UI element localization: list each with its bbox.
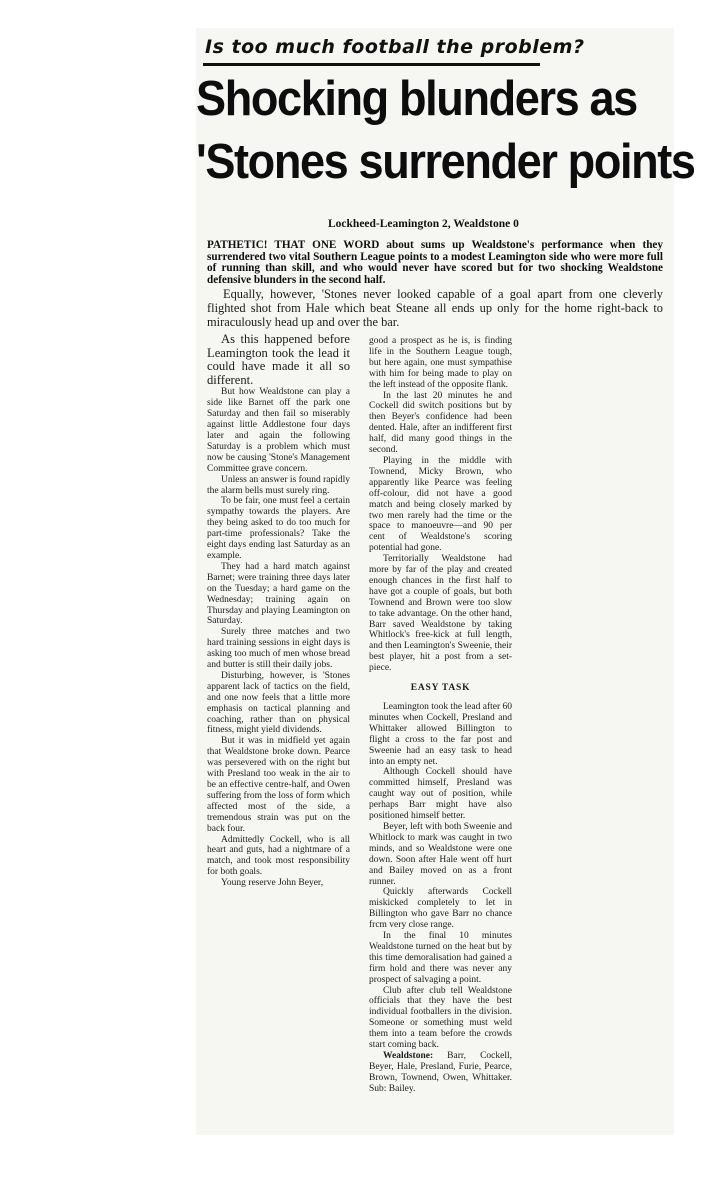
paragraph: In the final 10 minutes Wealdstone turned on the heat but by this time demoralisation had gained a firm hold and there was never any prospect of salvaging a point. xyxy=(369,931,512,985)
paragraph: But how Wealdstone can play a side like Barnet off the park one Saturday and then fail so miserably against little Addlestone four days later and again the following Saturday is a problem which must now be causing 'Stone's Management Committee grave concern. xyxy=(207,387,350,474)
paragraph: Beyer, left with both Sweenie and Whitlock to mark was caught in two minds, and so Wealdstone were one down. Soon after Hale went off hurt and Bailey moved on as a front runner. xyxy=(369,821,512,887)
paragraph: good a prospect as he is, is finding life in the Southern League tough, but here again, one must sympathise with him for being made to play on the left instead of the opposite flank. xyxy=(369,336,512,390)
headline-line-2: 'Stones surrender points xyxy=(196,135,695,189)
paragraph: Quickly afterwards Cockell miskicked completely to let in Billington who gave Barr no chance frcm very close range. xyxy=(369,887,512,931)
paragraph: But it was in midfield yet again that Wealdstone broke down. Pearce was persevered with on the right but with Presland too weak in the air to be an effective centre-half, and Owen suffering from the loss of form which affected most of the side, a tremendous strain was put on the back four. xyxy=(207,736,350,834)
column-1 xyxy=(207,333,350,889)
kicker-rule xyxy=(203,63,540,66)
headline xyxy=(196,68,695,194)
paragraph: Club after club tell Wealdstone officials that they have the best individual footballers in the division. Someone or something must weld them into a team before the crowds start coming back. xyxy=(369,985,512,1051)
intro-lead-text: PATHETIC! THAT ONE WORD about sums up Wealdstone's performance when they surrendered two vital Southern League points to a modest Leamington side who were more full of running than skill, and who would never have scored but for two shocking Wealdstone defensive blunders in the second half. xyxy=(207,239,663,286)
paragraph: Young reserve John Beyer, xyxy=(221,878,324,889)
column-2 xyxy=(369,336,512,1095)
paragraph: They had a hard match against Barnet; were training three days later on the Tuesday; a hard game on the Wednesday; training again on Thursday and playing Leamington on Saturday. xyxy=(207,561,350,627)
kicker: Is too much football the problem? xyxy=(205,36,585,58)
headline-line-1: Shocking blunders as xyxy=(196,72,637,126)
paragraph: In the last 20 minutes he and Cockell did switch positions but by then Beyer's confidence had been dented. Hale, after an indifferent first half, did many good things in the second. xyxy=(369,390,512,456)
intro-lead xyxy=(207,240,663,286)
paragraph: Although Cockell should have committed himself, Presland was caught way out of position, while perhaps Barr might have also positioned himself better. xyxy=(369,767,512,822)
paragraph: Surely three matches and two hard training sessions in eight days is asking too much of men whose bread and butter is still their daily jobs. xyxy=(207,627,350,671)
paragraph: Unless an answer is found rapidly the alarm bells must surely ring. xyxy=(207,474,351,496)
team-lineup xyxy=(369,1051,512,1095)
paragraph: To be fair, one must feel a certain sympathy towards the players. Are they being asked to do too much for part-time professionals? Take the eight days ending last Saturday as an example. xyxy=(207,496,350,561)
subheading: EASY TASK xyxy=(410,683,471,694)
byline: Lockheed-Leamington 2, Wealdstone 0 xyxy=(328,218,519,230)
team-players: Barr, Cockell, Beyer, Hale, Presland, Furie, Pearce, Brown, Townend, Owen, Whittaker. Sub: Bailey. xyxy=(369,1051,512,1094)
paragraph: Admittedly Cockell, who is all heart and guts, had a nightmare of a match, and took most responsibility for both goals. xyxy=(207,834,350,878)
paragraph: Disturbing, however, is 'Stones apparent lack of tactics on the field, and one now feels that a little more emphasis on tactical planning and coaching, rather than on physical fitness, might yield dividends. xyxy=(207,670,350,736)
paragraph: Playing in the middle with Townend, Micky Brown, who apparently like Pearce was feeling off-colour, did not have a good match and being closely marked by two men rarely had the time or the space to manoeuvre—and 90 per cent of Wealdstone's scoring potential had gone. xyxy=(369,455,512,554)
team-label: Wealdstone: xyxy=(383,1051,434,1061)
intro-second: Equally, however, 'Stones never looked capable of a goal apart from one cleverly flighted shot from Hale which beat Steane all ends up only for the home right-back to miraculously head up and over the bar. xyxy=(207,287,663,329)
paragraph: Territorially Wealdstone had more by far of the play and created enough chances in the first half to have got a couple of goals, but both Townend and Brown were too slow to take advantage. On the other hand, Barr saved Wealdstone by taking Whitlock's free-kick at full length, and then Leamington's Sweenie, their best player, hit a post from a set-piece. xyxy=(369,554,512,674)
paragraph: As this happened before Leamington took the lead it could have made it all so different. xyxy=(207,332,350,387)
paragraph: Leamington took the lead after 60 minutes when Cockell, Presland and Whittaker allowed Billington to flight a cross to the far post and Sweenie had an easy task to head into an empty net. xyxy=(369,702,512,767)
